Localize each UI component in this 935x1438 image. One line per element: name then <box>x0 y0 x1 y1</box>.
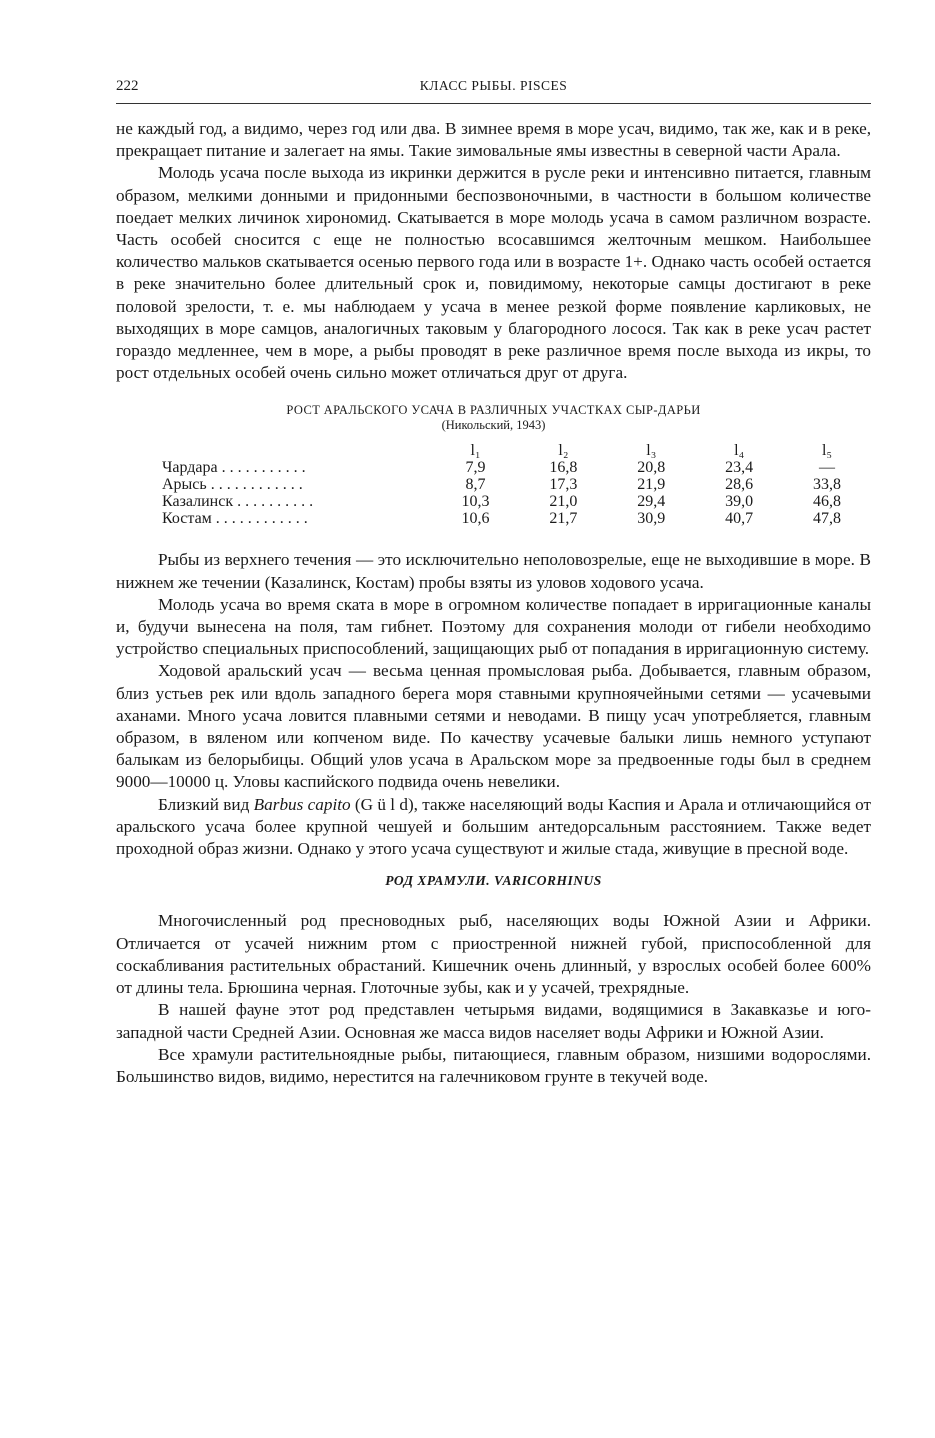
paragraph: Ходовой аральский усач — весьма ценная промысловая рыба. Добывается, главным образом, близ устьев рек или вдоль западного берега моря ставными крупноячейными сетями — усачевыми аханами. Много усача ловится плавными сетями и неводами. В пищу усач употребляется, главным образом, в вяленом или копченом виде. По качеству усачевые балыки лишь немного уступают балыкам из белорыбицы. Общий улов усача в Аральском море за предвоенные годы был в среднем 9000—10000 ц. Уловы каспийского подвида очень невелики. <box>116 661 871 792</box>
capito-text-before: Близкий вид <box>158 794 254 814</box>
table-cell: 39,0 <box>725 493 754 511</box>
growth-table <box>162 439 871 527</box>
table-cell: 21,0 <box>549 493 578 511</box>
table-subtitle: (Никольский, 1943) <box>441 418 546 433</box>
table-cell: 21,7 <box>549 510 578 528</box>
row-place: Чардара . . . . . . . . . . . <box>162 459 306 477</box>
table-cell: 10,3 <box>461 493 490 511</box>
paragraph: Многочисленный род пресноводных рыб, населяющих воды Южной Азии и Африки. Отличается от усачей нижним ртом с приостренной нижней губой, приспособленной для соскабливания растительных обрастаний. Кишечник очень длинный, у взрослых особей более 600% от длины тела. Брюшина черная. Глоточные зубы, как и у усачей, трехрядные. <box>116 911 871 998</box>
table-row <box>162 476 871 493</box>
header-rule <box>116 103 871 104</box>
table-cell: 16,8 <box>549 459 578 477</box>
row-place: Арысь . . . . . . . . . . . . <box>162 476 303 494</box>
table-title: РОСТ АРАЛЬСКОГО УСАЧА В РАЗЛИЧНЫХ УЧАСТКАХ СЫР-ДАРЬИ <box>286 403 701 418</box>
table-cell: 10,6 <box>461 510 490 528</box>
table-header-row <box>162 439 871 459</box>
table-cell: 40,7 <box>725 510 754 528</box>
table-cell: 28,6 <box>725 476 754 494</box>
table-cell: 7,9 <box>465 459 486 477</box>
table-row <box>162 493 871 510</box>
column-header: l₁ <box>470 442 481 460</box>
growth-table-block <box>116 402 871 527</box>
table-cell: 20,8 <box>637 459 666 477</box>
row-place: Костам . . . . . . . . . . . . <box>162 510 308 528</box>
section-heading: РОД ХРАМУЛИ. VARICORHINUS <box>385 873 602 889</box>
table-row <box>162 459 871 476</box>
column-header: l₂ <box>558 442 569 460</box>
table-header-empty <box>162 439 432 459</box>
paragraph: Рыбы из верхнего течения — это исключительно неполовозрелые, еще не выходившие в море. В нижнем же течении (Казалинск, Костам) пробы взяты из уловов ходового усача. <box>116 550 871 592</box>
capito-text-after: (G ü l d), также населяющий воды Каспия и Арала и отличающийся от аральского усача более крупной чешуей и большим антедорсальным расстоянием. Также ведет проходной образ жизни. Однако у этого усача существуют и жилые стада, живущие в пресной воде. <box>116 794 872 859</box>
paragraph-capito <box>116 794 871 861</box>
species-name: Barbus capito <box>253 794 351 814</box>
table-cell: 33,8 <box>813 476 842 494</box>
table-row <box>162 510 871 527</box>
paragraph: не каждый год, а видимо, через год или два. В зимнее время в море усач, видимо, так же, как и в реке, прекращает питание и залегает на ямы. Такие зимовальные ямы известны в северной части Арала. <box>116 119 871 161</box>
table-cell: 29,4 <box>637 493 666 511</box>
table-cell: 21,9 <box>637 476 666 494</box>
table-cell: — <box>819 459 836 477</box>
table-cell: 47,8 <box>813 510 842 528</box>
column-header: l₅ <box>822 442 833 460</box>
middle-section <box>116 549 871 860</box>
paragraph: Все храмули растительноядные рыбы, питающиеся, главным образом, низшими водорослями. Большинство видов, видимо, нерестится на галечниковом грунте в текучей воде. <box>116 1044 871 1086</box>
paragraph: Молодь усача во время ската в море в огромном количестве попадает в ирригационные каналы и, будучи вынесена на поля, там гибнет. Поэтому для сохранения молоди от гибели необходимо устройство специальных приспособлений, защищающих рыб от попадания в ирригационную систему. <box>116 594 871 659</box>
table-cell: 46,8 <box>813 493 842 511</box>
paragraph: В нашей фауне этот род представлен четырьмя видами, водящимися в Закавказье и юго-западной части Средней Азии. Основная же масса видов населяет воды Африки и Южной Азии. <box>116 1000 871 1042</box>
column-header: l₄ <box>734 442 745 460</box>
column-header: l₃ <box>646 442 657 460</box>
paragraph: Молодь усача после выхода из икринки держится в русле реки и интенсивно питается, главным образом, мелкими донными и придонными беспозвоночными, в частности в большом количестве поедает мелких личинок хирономид. Скатывается в море молодь усача в самом различном возрасте. Часть особей сносится с еще не полностью всосавшимся желточным мешком. Наибольшее количество мальков скатывается осенью первого года или в возрасте 1+. Однако часть особей остается в реке значительно более длительный срок и, повидимому, некоторые самцы достигают в реке половой зрелости, т. е. мы наблюдаем у усача в менее резкой форме появление карликовых, не выходящих в море самцов, аналогичных таковым у благородного лосося. Так как в реке усач растет гораздо медленнее, чем в море, а рыбы проводят в реке различное время после выхода из икры, то рост отдельных особей очень сильно может отличаться друг от друга. <box>116 163 871 383</box>
table-cell: 8,7 <box>465 476 486 494</box>
table-cell: 30,9 <box>637 510 666 528</box>
running-title: КЛАСС РЫБЫ. PISCES <box>419 78 568 93</box>
table-cell: 23,4 <box>725 459 754 477</box>
page-body <box>116 118 871 1088</box>
table-cell: 17,3 <box>549 476 578 494</box>
page-number: 222 <box>116 78 139 94</box>
page-header <box>116 78 871 95</box>
row-place: Казалинск . . . . . . . . . . <box>162 493 314 511</box>
